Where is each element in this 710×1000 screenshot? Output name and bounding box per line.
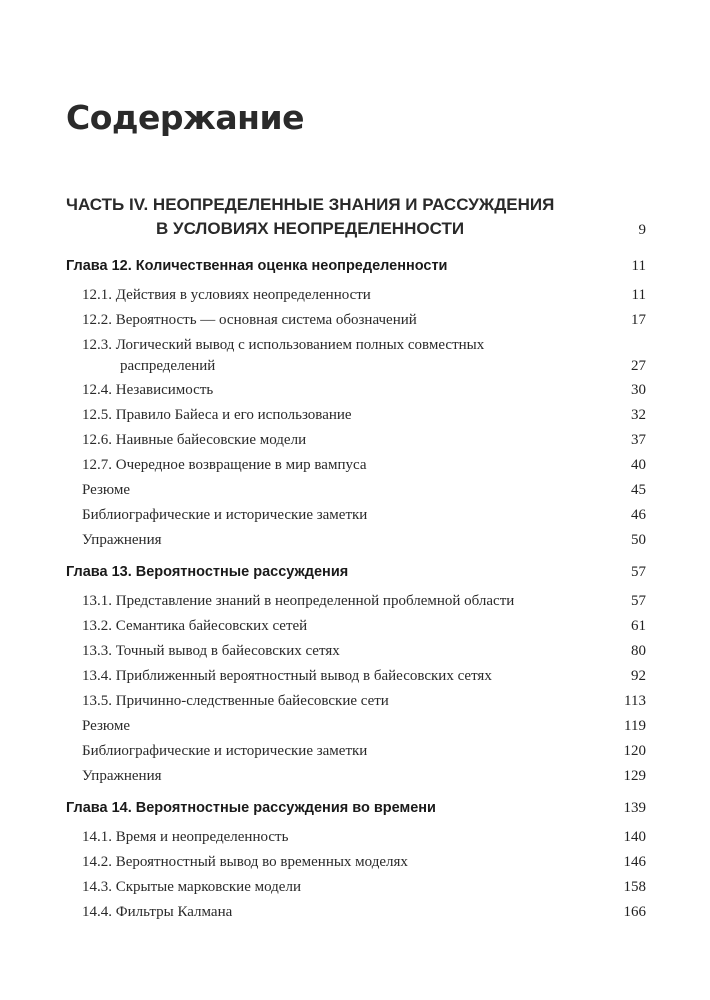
toc-entry-page: 158 <box>623 879 646 895</box>
toc-entry <box>66 851 646 873</box>
toc-entry-page: 57 <box>631 593 646 609</box>
toc-entry <box>66 615 646 637</box>
toc-entry-page: 50 <box>631 532 646 548</box>
toc-entry <box>66 479 646 501</box>
toc-entry-title: 14.2. Вероятностный вывод во временных моделях <box>82 854 408 870</box>
toc-entry-title: Резюме <box>82 482 131 498</box>
toc-entry-title: Библиографические и исторические заметки <box>82 743 368 759</box>
toc-entry-page: 146 <box>623 854 646 870</box>
toc-entry-title: Упражнения <box>82 532 162 548</box>
chapter-title: Глава 12. Количественная оценка неопределенности <box>66 258 448 274</box>
page-title: Содержание <box>66 98 304 137</box>
toc-entry-title: 12.4. Независимость <box>82 382 214 398</box>
toc-entry-title: 13.2. Семантика байесовских сетей <box>82 618 308 634</box>
part-page-number: 9 <box>638 222 646 238</box>
toc-entry-title: 13.1. Представление знаний в неопределенной проблемной области <box>82 593 515 609</box>
part-heading <box>66 193 646 241</box>
toc-entry-title: 14.1. Время и неопределенность <box>82 829 289 845</box>
toc-entry <box>66 690 646 712</box>
toc-entry-page: 32 <box>631 407 646 423</box>
toc-entry-page: 61 <box>631 618 646 634</box>
toc-entry-page: 120 <box>623 743 646 759</box>
toc-entry-page: 129 <box>623 768 646 784</box>
part-title-line1: ЧАСТЬ IV. НЕОПРЕДЕЛЕННЫЕ ЗНАНИЯ И РАССУЖДЕНИЯ <box>66 195 555 214</box>
toc-entry <box>66 379 646 401</box>
chapter-heading-14 <box>66 797 646 819</box>
chapter-page-number: 11 <box>631 258 646 274</box>
toc-entry <box>66 715 646 737</box>
toc-entry <box>66 740 646 762</box>
toc-entry-page: 40 <box>631 457 646 473</box>
toc-entry <box>66 284 646 306</box>
toc-entry-page: 46 <box>631 507 646 523</box>
toc-entry-page: 45 <box>631 482 646 498</box>
toc-entry <box>66 404 646 426</box>
toc-entry-title: 13.5. Причинно-следственные байесовские сети <box>82 693 389 709</box>
toc-entry <box>66 765 646 787</box>
toc-entry-page: 17 <box>631 312 646 328</box>
toc-entry-title: Упражнения <box>82 768 162 784</box>
part-title-line2: В УСЛОВИЯХ НЕОПРЕДЕЛЕННОСТИ <box>156 219 465 238</box>
toc-entry <box>66 454 646 476</box>
toc-entry <box>66 826 646 848</box>
toc-entry <box>66 590 646 612</box>
toc-entry-title: 12.6. Наивные байесовские модели <box>82 432 307 448</box>
toc-entry-title: 13.4. Приближенный вероятностный вывод в байесовских сетях <box>82 668 492 684</box>
toc-entry-title: 12.3. Логический вывод с использованием полных совместных <box>82 337 485 353</box>
toc-entry-title: 12.1. Действия в условиях неопределенности <box>82 287 371 303</box>
toc-entry-page: 80 <box>631 643 646 659</box>
toc-entry <box>66 640 646 662</box>
toc-entry <box>66 665 646 687</box>
toc-entry <box>66 876 646 898</box>
toc-entry-page: 92 <box>631 668 646 684</box>
chapter-page-number: 57 <box>631 564 646 580</box>
toc-entry-title: 14.4. Фильтры Калмана <box>82 904 233 920</box>
toc-entry <box>66 429 646 451</box>
toc-entry-page: 37 <box>631 432 646 448</box>
toc-entry-title: 13.3. Точный вывод в байесовских сетях <box>82 643 340 659</box>
toc-entry-title: Библиографические и исторические заметки <box>82 507 368 523</box>
toc-entry-page: 166 <box>623 904 646 920</box>
toc-entry-title: 12.2. Вероятность — основная система обозначений <box>82 312 417 328</box>
chapter-heading-12 <box>66 255 646 277</box>
toc-entry <box>66 901 646 923</box>
chapter-title: Глава 13. Вероятностные рассуждения <box>66 564 349 580</box>
chapter-page-number: 139 <box>623 800 646 816</box>
chapter-heading-13 <box>66 561 646 583</box>
toc-entry <box>66 504 646 526</box>
toc-entry <box>66 334 646 380</box>
toc-entry-title: 12.5. Правило Байеса и его использование <box>82 407 352 423</box>
toc-entry-page: 113 <box>624 693 646 709</box>
toc-entry-title: 12.7. Очередное возвращение в мир вампуса <box>82 457 367 473</box>
toc-entry-title: 14.3. Скрытые марковские модели <box>82 879 301 895</box>
toc-entry-page: 140 <box>623 829 646 845</box>
toc-entry-title-continued: распределений <box>120 358 216 374</box>
chapter-title: Глава 14. Вероятностные рассуждения во времени <box>66 800 436 816</box>
toc-entry-title: Резюме <box>82 718 131 734</box>
toc-entry-page: 11 <box>631 287 646 303</box>
toc-entry <box>66 309 646 331</box>
toc-entry-page: 119 <box>624 718 646 734</box>
toc-entry-page: 27 <box>631 358 646 374</box>
toc-entry-page: 30 <box>631 382 646 398</box>
toc-entry <box>66 529 646 551</box>
